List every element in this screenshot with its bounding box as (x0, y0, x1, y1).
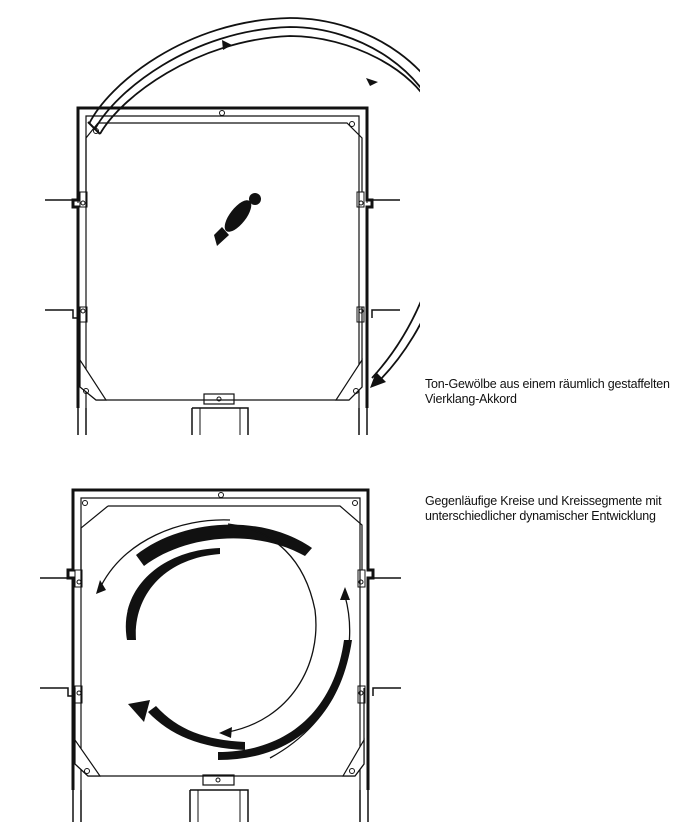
stage-outline (78, 123, 367, 404)
caption-bottom (425, 494, 697, 524)
caption-bottom-line2: unterschiedlicher dynamischer Entwicklung (425, 509, 656, 523)
listener-figure (214, 193, 261, 246)
caption-top-line1: Ton-Gewölbe aus einem räumlich gestaffelten (425, 377, 670, 391)
caption-top-line2: Vierklang-Akkord (425, 392, 517, 406)
rotation-arcs (101, 520, 352, 760)
caption-bottom-line1: Gegenläufige Kreise und Kreissegmente mit (425, 494, 662, 508)
floor-plan-bottom (0, 470, 420, 830)
floor-plan-top (0, 0, 420, 440)
caption-top (425, 377, 697, 407)
speaker-markers (81, 111, 363, 402)
arc-arrowheads (222, 40, 420, 388)
